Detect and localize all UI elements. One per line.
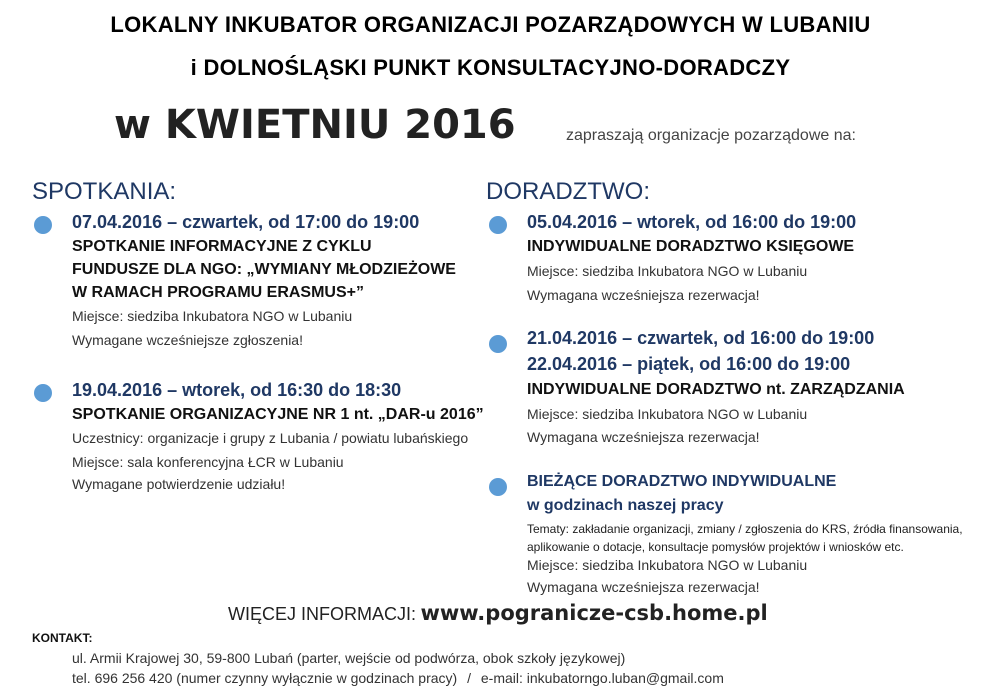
website-link[interactable]: www.pogranicze-csb.home.pl [420,601,768,625]
event-title: SPOTKANIE INFORMACYJNE Z CYKLU [72,238,372,255]
contact-phone-email [72,670,724,686]
contact-label: KONTAKT: [32,631,93,645]
event-detail: Wymagana wcześniejsza rezerwacja! [527,287,760,303]
event-detail: Wymagane wcześniejsze zgłoszenia! [72,332,303,348]
header-line-2: i DOLNOŚLĄSKI PUNKT KONSULTACYJNO-DORADCZY [190,55,791,80]
event-title: FUNDUSZE DLA NGO: „WYMIANY MŁODZIEŻOWE [72,261,456,278]
event-date: 05.04.2016 – wtorek, od 16:00 do 19:00 [527,212,857,232]
event-topics: Tematy: zakładanie organizacji, zmiany / zgłoszenia do KRS, źródła finansowania, [527,522,963,536]
contact-phone: tel. 696 256 420 (numer czynny wyłącznie w godzinach pracy) [72,670,458,686]
contact-address: ul. Armii Krajowej 30, 59-800 Lubań (parter, wejście od podwórza, obok szkoły językowej) [72,650,626,666]
header-line-1: LOKALNY INKUBATOR ORGANIZACJI POZARZĄDOWYCH W LUBANIU [110,12,871,37]
section-heading-meetings: SPOTKANIA: [32,178,177,205]
month-title: w KWIETNIU 2016 [114,102,516,148]
event-date: 21.04.2016 – czwartek, od 16:00 do 19:00 [527,328,875,348]
event-detail: Uczestnicy: organizacje i grupy z Lubania / powiatu lubańskiego [72,430,469,446]
event-detail: Miejsce: siedziba Inkubatora NGO w Lubaniu [527,406,808,422]
event-subtitle: w godzinach naszej pracy [527,497,724,514]
event-detail: Miejsce: siedziba Inkubatora NGO w Lubaniu [527,557,808,573]
event-detail: Wymagane potwierdzenie udziału! [72,476,286,492]
bullet-icon [489,478,507,496]
event-title: SPOTKANIE ORGANIZACYJNE NR 1 nt. „DAR-u 2016” [72,406,484,423]
contact-separator: / [467,670,471,686]
event-title: BIEŻĄCE DORADZTWO INDYWIDUALNE [527,473,837,490]
event-detail: Miejsce: sala konferencyjna ŁCR w Lubaniu [72,454,344,470]
more-info-line [228,601,768,625]
more-info-label: WIĘCEJ INFORMACJI: [228,604,416,624]
bullet-icon [489,216,507,234]
event-topics: aplikowanie o dotacje, konsultacje pomysłów projektów i wniosków etc. [527,540,904,554]
invite-text: zapraszają organizacje pozarządowe na: [566,127,856,144]
event-detail: Wymagana wcześniejsza rezerwacja! [527,429,760,445]
event-detail: Miejsce: siedziba Inkubatora NGO w Lubaniu [527,263,808,279]
bullet-icon [489,335,507,353]
event-detail: Miejsce: siedziba Inkubatora NGO w Lubaniu [72,308,353,324]
event-date: 07.04.2016 – czwartek, od 17:00 do 19:00 [72,212,420,232]
event-date: 22.04.2016 – piątek, od 16:00 do 19:00 [527,354,851,374]
event-title: INDYWIDUALNE DORADZTWO nt. ZARZĄDZANIA [527,381,905,398]
event-title: INDYWIDUALNE DORADZTWO KSIĘGOWE [527,238,855,255]
section-heading-consulting: DORADZTWO: [486,178,650,205]
event-detail: Wymagana wcześniejsza rezerwacja! [527,579,760,595]
bullet-icon [34,216,52,234]
event-date: 19.04.2016 – wtorek, od 16:30 do 18:30 [72,380,402,400]
bullet-icon [34,384,52,402]
contact-email[interactable]: e-mail: inkubatorngo.luban@gmail.com [480,670,724,686]
event-title: W RAMACH PROGRAMU ERASMUS+” [72,284,364,301]
